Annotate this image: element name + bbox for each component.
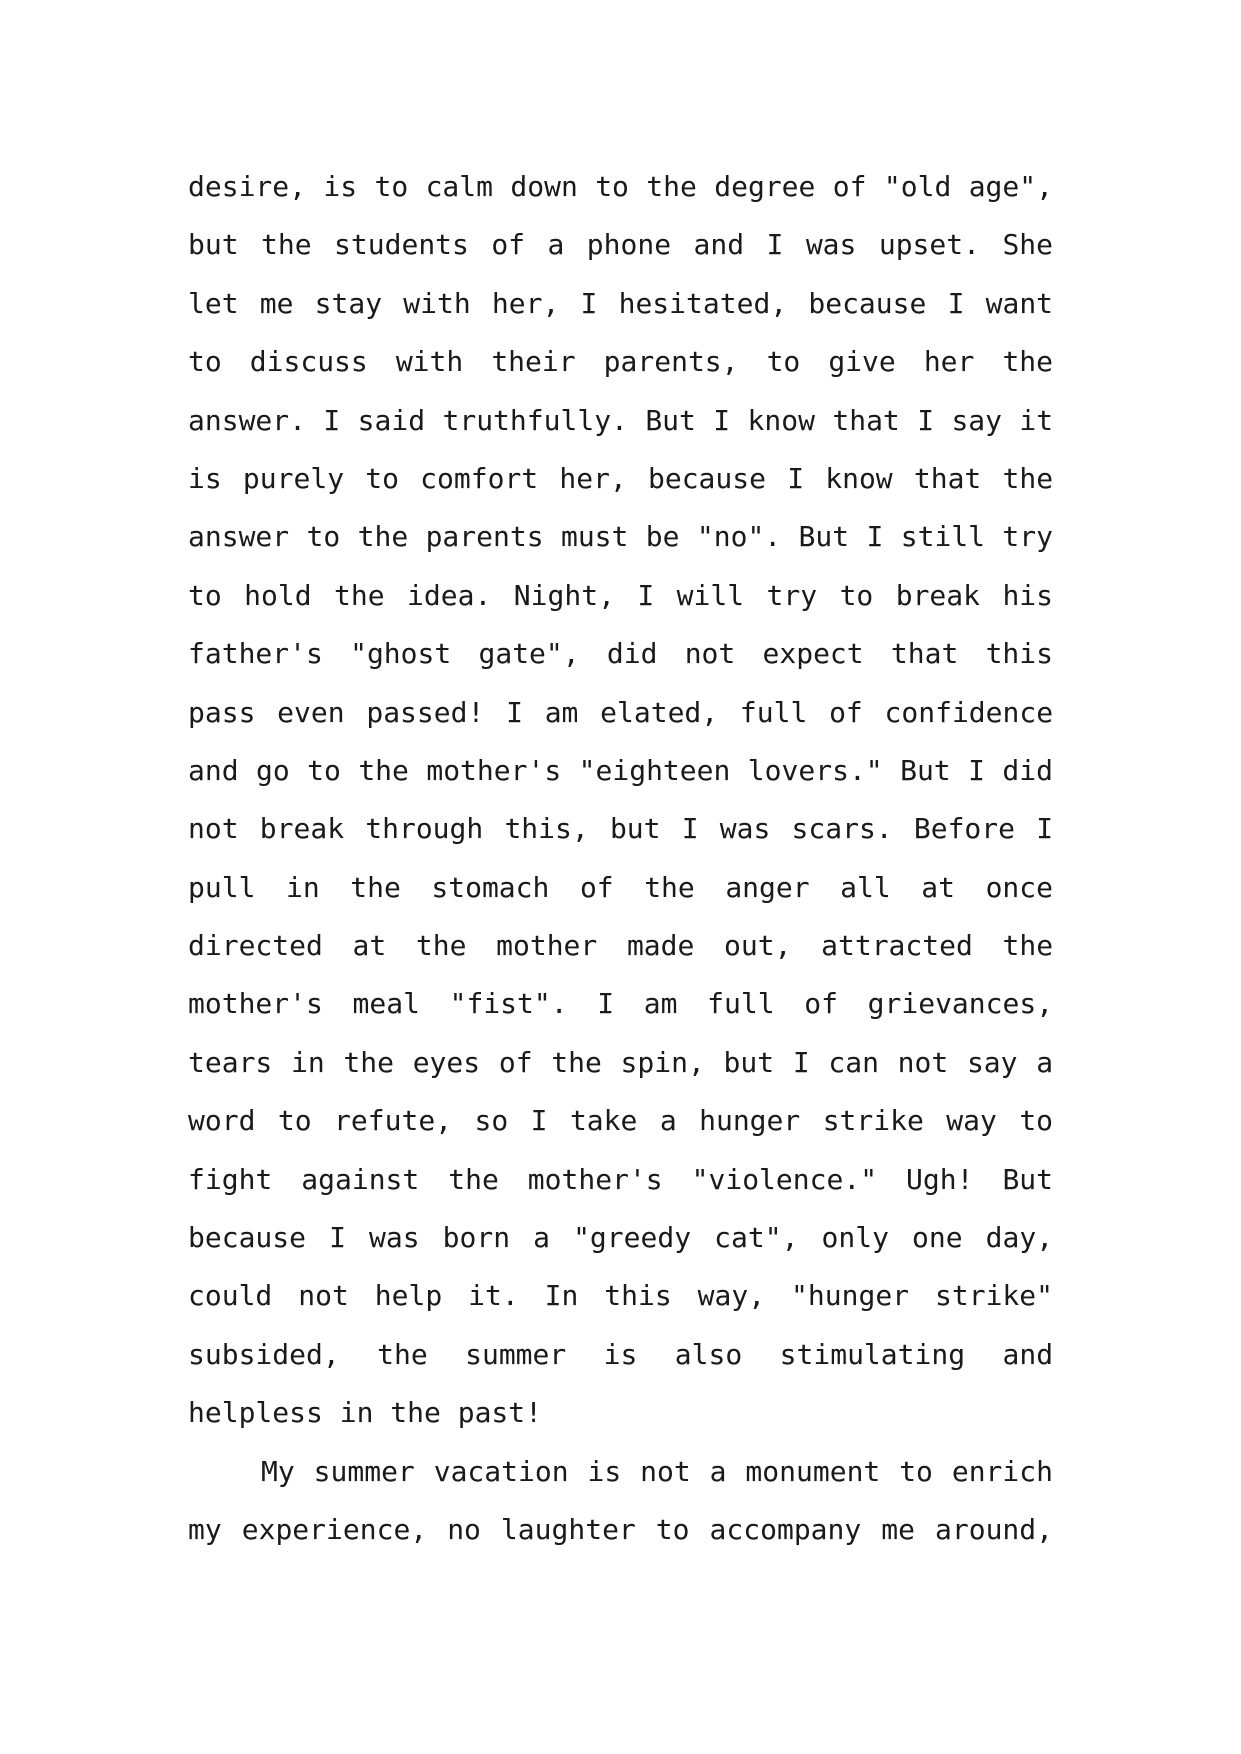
text-line: pass even passed! I am elated, full of confidence [188,695,1054,729]
text-line: father's "ghost gate", did not expect that this [188,637,1053,671]
text-line: mother's meal "fist". I am full of grievances, [188,987,1054,1021]
text-line: to hold the idea. Night, I will try to break his [188,578,1054,612]
text-line: but the students of a phone and I was upset. She [188,228,1054,262]
text-line: to discuss with their parents, to give her the [188,345,1054,379]
text-line: answer to the parents must be "no". But I still try [188,520,1053,554]
text-line: let me stay with her, I hesitated, because I want [188,286,1054,320]
text-line: because I was born a "greedy cat", only one day, [188,1221,1054,1255]
text-line: my experience, no laughter to accompany me around, [188,1512,1054,1546]
body-text [188,158,1053,1559]
text-line: answer. I said truthfully. But I know that I say it [188,403,1054,437]
text-line: pull in the stomach of the anger all at once [188,870,1053,904]
text-line: directed at the mother made out, attracted the [188,929,1054,963]
text-line: not break through this, but I was scars. Before I [188,812,1054,846]
text-line: word to refute, so I take a hunger strike way to [188,1104,1054,1138]
text-line: helpless in the past! [188,1396,543,1430]
text-line: and go to the mother's "eighteen lovers." But I did [188,753,1053,787]
text-line: tears in the eyes of the spin, but I can not say a [188,1045,1054,1079]
paragraph-2 [188,1443,1053,1560]
text-line: My summer vacation is not a monument to enrich [261,1454,1053,1488]
text-line: fight against the mother's "violence." Ugh! But [188,1162,1054,1196]
text-line: subsided, the summer is also stimulating and [188,1337,1054,1371]
text-line: desire, is to calm down to the degree of "old age", [188,170,1053,203]
text-line: could not help it. In this way, "hunger strike" [188,1279,1054,1313]
paragraph-1 [188,158,1053,1443]
text-line: is purely to comfort her, because I know that the [188,461,1054,495]
